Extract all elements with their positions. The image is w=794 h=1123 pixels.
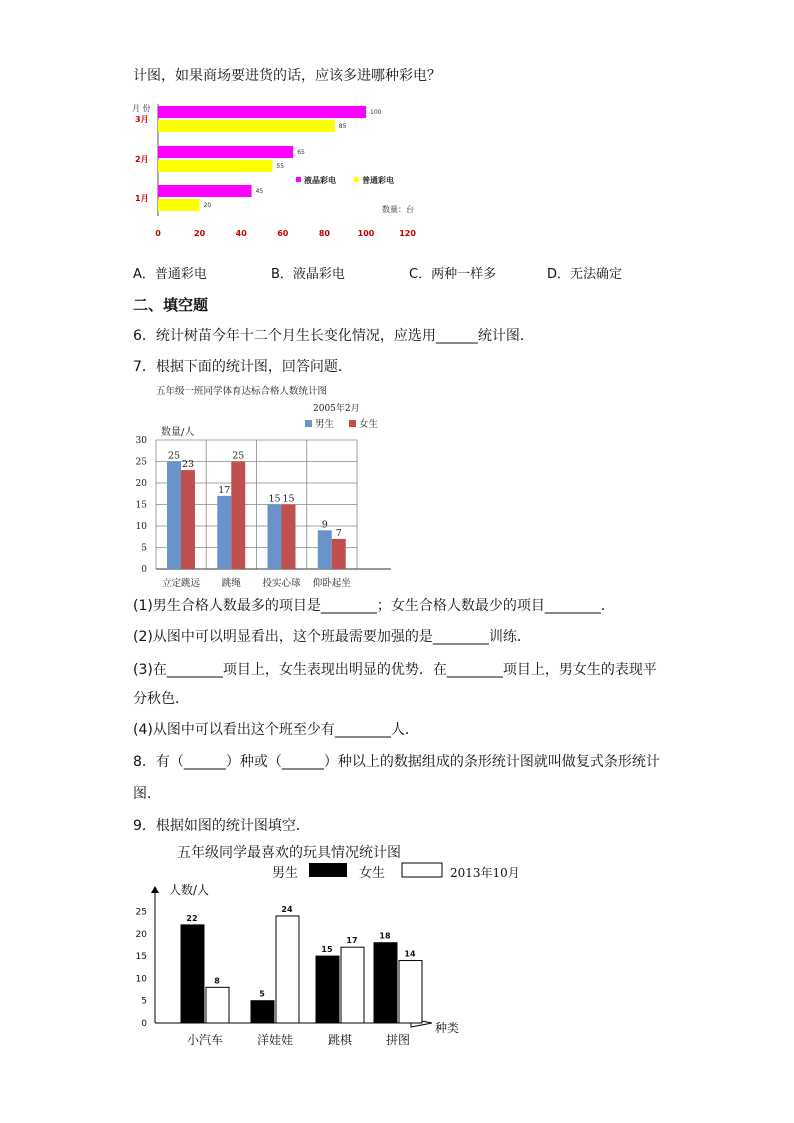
question-7-sub-2: (2)从图中可以明显看出，这个班最需要加强的是________训练．	[133, 629, 531, 645]
c1-data-label: 45	[255, 188, 264, 195]
c3-legend-label: 女生	[359, 866, 386, 881]
toy-chart	[125, 838, 520, 1053]
c3-bar	[206, 987, 229, 1023]
c1-x-tick: 100	[357, 229, 375, 238]
c3-bar	[181, 925, 204, 1023]
c2-category-label: 仰卧起坐	[312, 578, 351, 589]
c3-title: 五年级同学最喜欢的玩具情况统计图	[177, 845, 401, 861]
option-a[interactable]: A．普通彩电	[133, 267, 207, 282]
c1-data-label: 85	[338, 123, 347, 130]
question-7-sub-4: (4)从图中可以看出这个班至少有________人．	[133, 722, 419, 738]
c3-data-label: 5	[259, 989, 265, 999]
c1-x-tick: 20	[194, 229, 206, 238]
c1-x-tick: 0	[155, 229, 161, 238]
c2-legend-swatch	[305, 420, 312, 427]
c3-category-label: 拼图	[385, 1033, 411, 1047]
c2-data-label: 9	[321, 519, 328, 531]
c3-bar	[276, 916, 299, 1023]
question-7-text: 7．根据下面的统计图，回答问题．	[133, 359, 352, 375]
c1-bar	[158, 146, 293, 158]
c1-legend-swatch	[354, 177, 359, 182]
c3-bar	[251, 1001, 274, 1023]
c2-y-tick: 20	[135, 479, 147, 489]
c2-bar	[332, 539, 346, 569]
c3-data-label: 8	[214, 976, 220, 986]
c3-y-arrow	[151, 886, 159, 893]
c3-data-label: 15	[321, 945, 333, 955]
c1-bar	[158, 120, 335, 132]
c3-y-tick: 25	[135, 907, 147, 918]
c2-bar	[231, 462, 245, 570]
c1-legend-label: 普通彩电	[362, 176, 394, 185]
c2-category-label: 跳绳	[221, 578, 241, 589]
c1-data-label: 20	[203, 202, 212, 209]
c2-bar	[217, 496, 231, 569]
fitness-chart	[125, 380, 405, 592]
c1-x-tick: 60	[277, 229, 289, 238]
c3-subtitle: 2013年10月	[450, 866, 520, 880]
c3-y-tick: 15	[135, 952, 147, 963]
question-5-text: 计图，如果商场要进货的话，应该多进哪种彩电？	[133, 68, 441, 84]
c2-y-tick: 15	[135, 500, 147, 511]
c3-legend-swatch	[309, 863, 347, 877]
c3-x-label: 种类	[435, 1021, 460, 1035]
section-title: 二、填空题	[133, 296, 209, 314]
c3-y-tick: 10	[135, 974, 147, 985]
c3-y-tick: 0	[141, 1019, 147, 1029]
c1-category-label: 2月	[135, 155, 149, 164]
option-b[interactable]: B．液晶彩电	[271, 267, 345, 282]
c3-legend-swatch	[402, 863, 442, 877]
c1-data-label: 55	[276, 163, 285, 170]
c2-y-tick: 10	[135, 522, 147, 532]
c2-y-tick: 25	[135, 457, 147, 468]
c3-y-tick: 20	[135, 929, 147, 940]
c1-x-tick: 40	[235, 229, 247, 238]
c3-y-label: 人数/人	[169, 883, 210, 897]
c3-y-tick: 5	[141, 996, 147, 1007]
c2-legend-swatch	[349, 420, 356, 427]
c1-legend-label: 液晶彩电	[304, 176, 336, 185]
c3-data-label: 22	[186, 913, 198, 923]
question-9-text: 9．根据如图的统计图填空．	[133, 818, 310, 834]
c3-bar	[341, 947, 364, 1023]
c1-category-label: 3月	[135, 115, 149, 124]
c2-subtitle: 2005年2月	[313, 404, 360, 414]
c2-legend-label: 男生	[315, 419, 335, 430]
c3-bar	[374, 943, 397, 1023]
c1-bar	[158, 106, 366, 118]
question-8-line-2: 图．	[133, 786, 161, 802]
c2-y-tick: 30	[135, 436, 147, 446]
option-c[interactable]: C．两种一样多	[409, 267, 497, 282]
c1-category-label: 1月	[135, 194, 149, 203]
c2-data-label: 25	[232, 450, 245, 462]
c3-data-label: 17	[346, 936, 358, 946]
c2-legend-label: 女生	[359, 419, 379, 430]
c2-data-label: 15	[268, 493, 281, 505]
c1-bar	[158, 199, 200, 211]
c1-legend-swatch	[296, 177, 301, 182]
c1-x-label: 数量：台	[382, 205, 414, 214]
question-6-text: 6．统计树苗今年十二个月生长变化情况，应选用______统计图．	[133, 328, 534, 344]
c2-category-label: 立定跳远	[161, 578, 201, 589]
c2-data-label: 17	[218, 484, 231, 496]
c2-category-label: 投实心球	[262, 578, 301, 589]
c2-data-label: 15	[282, 493, 295, 505]
c1-data-label: 100	[370, 109, 382, 116]
c1-y-label: 月 份	[132, 104, 151, 113]
c2-title: 五年级一班同学体育达标合格人数统计图	[156, 386, 328, 397]
c2-bar	[181, 470, 195, 569]
c2-data-label: 25	[167, 450, 181, 462]
c3-category-label: 洋娃娃	[256, 1033, 294, 1047]
c1-x-tick: 120	[399, 229, 416, 238]
c2-bar	[167, 462, 181, 570]
question-7-sub-1: (1)男生合格人数最多的项目是________；女生合格人数最少的项目________．	[133, 598, 615, 614]
question-8-line-1: 8．有（______）种或（______）种以上的数据组成的条形统计图就叫做复式条形统计	[133, 754, 660, 770]
c1-data-label: 65	[297, 149, 305, 156]
c2-y-label: 数量/人	[161, 427, 195, 438]
c3-category-label: 跳棋	[327, 1033, 353, 1047]
c1-bar	[158, 185, 252, 197]
c3-data-label: 24	[281, 904, 293, 914]
c2-bar	[282, 505, 296, 570]
c2-y-tick: 5	[141, 543, 147, 554]
tv-sales-chart	[125, 98, 425, 246]
c2-y-tick: 0	[141, 565, 147, 575]
c3-category-label: 小汽车	[186, 1033, 224, 1047]
question-7-sub-3-cont: 分秋色．	[133, 691, 189, 707]
c2-data-label: 7	[335, 527, 342, 539]
option-d[interactable]: D．无法确定	[547, 267, 623, 282]
c2-bar	[318, 530, 332, 569]
c3-legend-label: 男生	[272, 866, 299, 881]
c3-data-label: 14	[404, 949, 416, 959]
c3-data-label: 18	[379, 931, 391, 941]
question-7-sub-3: (3)在________项目上，女生表现出明显的优势．在________项目上，男女生的表现平	[133, 662, 657, 678]
c3-bar	[399, 961, 422, 1023]
c1-x-tick: 80	[318, 229, 330, 238]
c2-bar	[268, 505, 282, 570]
c2-data-label: 23	[181, 459, 195, 471]
c3-bar	[316, 956, 339, 1023]
c1-bar	[158, 160, 272, 172]
